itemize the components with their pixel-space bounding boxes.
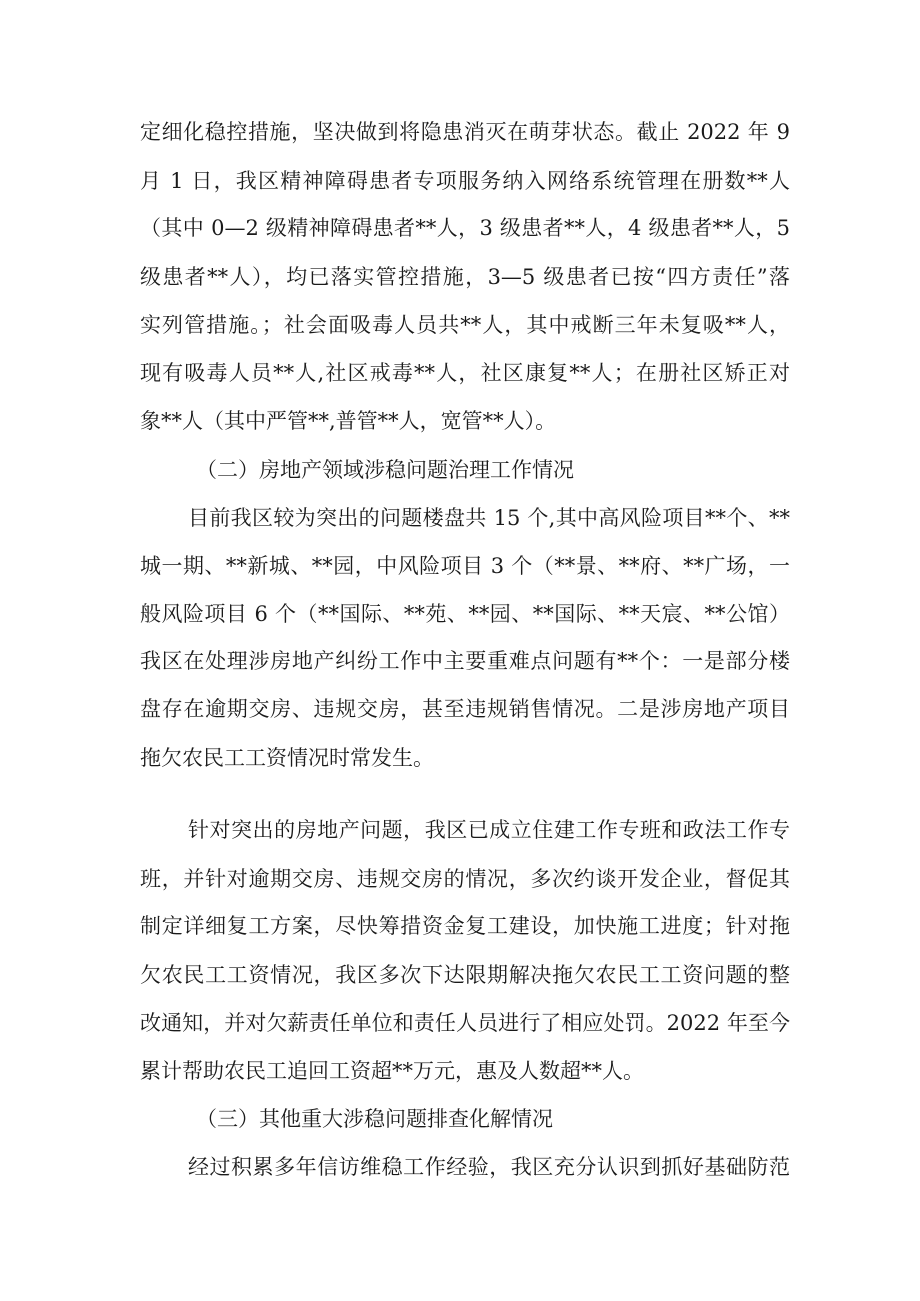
paragraph-3-line-3: 制定详细复工方案，尽快筹措资金复工建设，加快施工进度；针对拖 <box>140 914 790 938</box>
paragraph-1-line-4: 级患者**人），均已落实管控措施，3—5 级患者已按“四方责任”落 <box>140 265 790 289</box>
paragraph-4-line-1: 经过积累多年信访维稳工作经验，我区充分认识到抓好基础防范 <box>188 1155 790 1179</box>
paragraph-2-line-1: 目前我区较为突出的问题楼盘共 15 个,其中高风险项目**个、** <box>188 506 790 530</box>
paragraph-2-line-6: 拖欠农民工工资情况时常发生。 <box>140 746 434 770</box>
paragraph-2-line-4: 我区在处理涉房地产纠纷工作中主要重难点问题有**个：一是部分楼 <box>140 649 790 673</box>
paragraph-2-line-3: 般风险项目 6 个（**国际、**苑、**园、**国际、**天宸、**公馆） <box>140 602 790 626</box>
paragraph-1-line-6: 现有吸毒人员**人,社区戒毒**人，社区康复**人；在册社区矫正对 <box>140 361 790 385</box>
paragraph-1-line-3: （其中 0—2 级精神障碍患者**人，3 级患者**人，4 级患者**人，5 <box>140 216 790 240</box>
paragraph-3-line-1: 针对突出的房地产问题，我区已成立住建工作专班和政法工作专 <box>188 818 790 842</box>
paragraph-3-line-4: 欠农民工工资情况，我区多次下达限期解决拖欠农民工工资问题的整 <box>140 963 790 987</box>
paragraph-3-line-5: 改通知，并对欠薪责任单位和责任人员进行了相应处罚。2022 年至今 <box>140 1011 790 1035</box>
paragraph-1-line-5: 实列管措施。；社会面吸毒人员共**人，其中戒断三年未复吸**人， <box>140 313 790 337</box>
section-heading-3: （三）其他重大涉稳问题排查化解情况 <box>196 1107 553 1131</box>
paragraph-3-line-6: 累计帮助农民工追回工资超**万元，惠及人数超**人。 <box>140 1059 644 1083</box>
paragraph-2-line-5: 盘存在逾期交房、违规交房，甚至违规销售情况。二是涉房地产项目 <box>140 697 790 721</box>
paragraph-2-line-2: 城一期、**新城、**园，中风险项目 3 个（**景、**府、**广场，一 <box>140 554 790 578</box>
paragraph-1-line-2: 月 1 日，我区精神障碍患者专项服务纳入网络系统管理在册数**人 <box>140 169 790 193</box>
paragraph-1-line-1: 定细化稳控措施，坚决做到将隐患消灭在萌芽状态。截止 2022 年 9 <box>140 120 790 144</box>
section-heading-2: （二）房地产领域涉稳问题治理工作情况 <box>196 458 574 482</box>
paragraph-1-line-7: 象**人（其中严管**,普管**人，宽管**人）。 <box>140 409 557 433</box>
paragraph-3-line-2: 班，并针对逾期交房、违规交房的情况，多次约谈开发企业，督促其 <box>140 867 790 891</box>
